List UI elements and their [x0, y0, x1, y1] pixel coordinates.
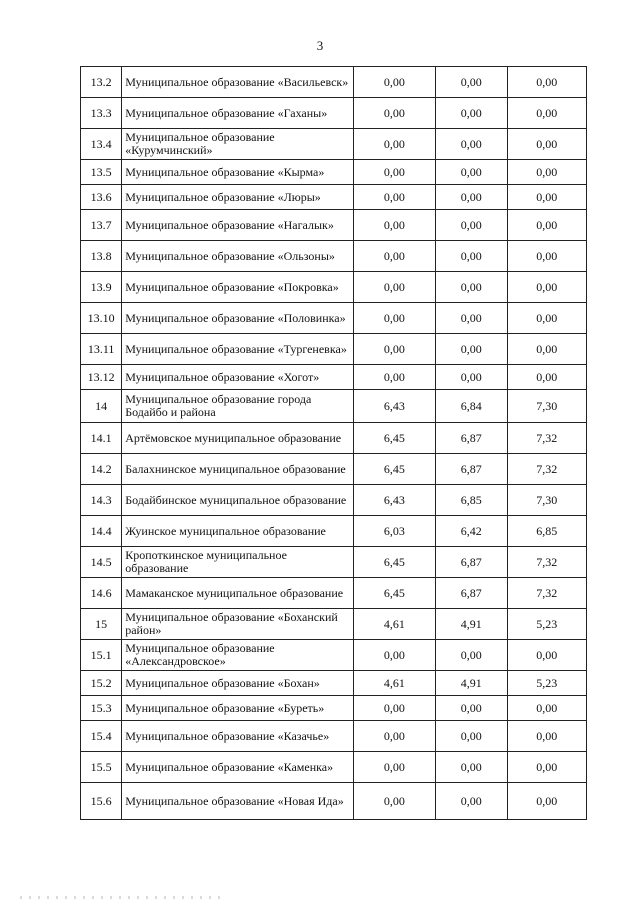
- value-cell-1: 0,00: [353, 783, 435, 820]
- value-cell-2: 0,00: [436, 303, 507, 334]
- municipality-name-cell: Муниципальное образование «Бохан»: [122, 671, 353, 696]
- municipality-name-cell: Муниципальное образование «Покровка»: [122, 272, 353, 303]
- row-number-cell: 15.3: [81, 696, 122, 721]
- value-cell-2: 6,85: [436, 485, 507, 516]
- table-row: [81, 609, 587, 640]
- value-cell-1: 6,45: [353, 454, 435, 485]
- value-cell-3: 0,00: [507, 721, 587, 752]
- value-cell-3: 6,85: [507, 516, 587, 547]
- value-cell-3: 0,00: [507, 210, 587, 241]
- municipality-name-cell: Муниципальное образование «Кырма»: [122, 160, 353, 185]
- value-cell-1: 0,00: [353, 721, 435, 752]
- municipality-name-cell: Муниципальное образование «Курумчинский»: [122, 129, 353, 160]
- row-number-cell: 13.7: [81, 210, 122, 241]
- table-row: [81, 129, 587, 160]
- row-number-cell: 13.6: [81, 185, 122, 210]
- row-number-cell: 15.2: [81, 671, 122, 696]
- table-row: [81, 578, 587, 609]
- table-row: [81, 721, 587, 752]
- value-cell-2: 0,00: [436, 272, 507, 303]
- value-cell-2: 6,87: [436, 454, 507, 485]
- row-number-cell: 15: [81, 609, 122, 640]
- tariff-table: [80, 66, 587, 820]
- row-number-cell: 13.5: [81, 160, 122, 185]
- value-cell-1: 0,00: [353, 696, 435, 721]
- value-cell-1: 6,03: [353, 516, 435, 547]
- value-cell-1: 0,00: [353, 185, 435, 210]
- value-cell-1: 0,00: [353, 160, 435, 185]
- municipality-name-cell: Муниципальное образование «Васильевск»: [122, 67, 353, 98]
- row-number-cell: 13.8: [81, 241, 122, 272]
- value-cell-2: 0,00: [436, 185, 507, 210]
- value-cell-3: 0,00: [507, 160, 587, 185]
- value-cell-3: 0,00: [507, 640, 587, 671]
- table-row: [81, 752, 587, 783]
- row-number-cell: 14.1: [81, 423, 122, 454]
- table-row: [81, 334, 587, 365]
- value-cell-3: 0,00: [507, 129, 587, 160]
- value-cell-3: 0,00: [507, 783, 587, 820]
- value-cell-1: 0,00: [353, 98, 435, 129]
- municipality-name-cell: Муниципальное образование «Люры»: [122, 185, 353, 210]
- value-cell-2: 0,00: [436, 696, 507, 721]
- municipality-name-cell: Муниципальное образование «Хогот»: [122, 365, 353, 390]
- table-row: [81, 210, 587, 241]
- value-cell-1: 0,00: [353, 303, 435, 334]
- value-cell-3: 0,00: [507, 67, 587, 98]
- table-row: [81, 160, 587, 185]
- row-number-cell: 15.4: [81, 721, 122, 752]
- row-number-cell: 13.4: [81, 129, 122, 160]
- value-cell-1: 0,00: [353, 752, 435, 783]
- municipality-name-cell: Муниципальное образование «Боханский район»: [122, 609, 353, 640]
- value-cell-3: 0,00: [507, 365, 587, 390]
- row-number-cell: 13.2: [81, 67, 122, 98]
- municipality-name-cell: Бодайбинское муниципальное образование: [122, 485, 353, 516]
- value-cell-3: 7,32: [507, 454, 587, 485]
- row-number-cell: 15.6: [81, 783, 122, 820]
- municipality-name-cell: Кропоткинское муниципальное образование: [122, 547, 353, 578]
- value-cell-2: 0,00: [436, 752, 507, 783]
- row-number-cell: 14: [81, 390, 122, 423]
- value-cell-2: 0,00: [436, 129, 507, 160]
- value-cell-3: 0,00: [507, 185, 587, 210]
- value-cell-2: 6,87: [436, 578, 507, 609]
- table-row: [81, 516, 587, 547]
- value-cell-2: 0,00: [436, 241, 507, 272]
- table-row: [81, 241, 587, 272]
- municipality-name-cell: Муниципальное образование города Бодайбо и района: [122, 390, 353, 423]
- value-cell-2: 4,91: [436, 609, 507, 640]
- value-cell-3: 5,23: [507, 671, 587, 696]
- value-cell-3: 0,00: [507, 98, 587, 129]
- row-number-cell: 14.4: [81, 516, 122, 547]
- municipality-name-cell: Муниципальное образование «Александровское»: [122, 640, 353, 671]
- value-cell-2: 0,00: [436, 67, 507, 98]
- table-row: [81, 640, 587, 671]
- table-row: [81, 423, 587, 454]
- value-cell-1: 0,00: [353, 210, 435, 241]
- value-cell-3: 0,00: [507, 272, 587, 303]
- value-cell-1: 0,00: [353, 365, 435, 390]
- table-row: [81, 67, 587, 98]
- value-cell-3: 0,00: [507, 241, 587, 272]
- table-row: [81, 454, 587, 485]
- value-cell-1: 6,45: [353, 547, 435, 578]
- row-number-cell: 13.10: [81, 303, 122, 334]
- value-cell-2: 6,87: [436, 547, 507, 578]
- row-number-cell: 13.9: [81, 272, 122, 303]
- municipality-name-cell: Мамаканское муниципальное образование: [122, 578, 353, 609]
- value-cell-1: 4,61: [353, 671, 435, 696]
- value-cell-2: 0,00: [436, 160, 507, 185]
- value-cell-3: 0,00: [507, 303, 587, 334]
- value-cell-3: 0,00: [507, 752, 587, 783]
- row-number-cell: 15.1: [81, 640, 122, 671]
- value-cell-2: 6,87: [436, 423, 507, 454]
- municipality-name-cell: Артёмовское муниципальное образование: [122, 423, 353, 454]
- value-cell-2: 4,91: [436, 671, 507, 696]
- value-cell-2: 0,00: [436, 98, 507, 129]
- value-cell-3: 0,00: [507, 696, 587, 721]
- value-cell-2: 0,00: [436, 365, 507, 390]
- value-cell-1: 6,43: [353, 485, 435, 516]
- value-cell-1: 0,00: [353, 640, 435, 671]
- row-number-cell: 14.3: [81, 485, 122, 516]
- table-row: [81, 547, 587, 578]
- table-row: [81, 390, 587, 423]
- value-cell-2: 0,00: [436, 210, 507, 241]
- value-cell-2: 0,00: [436, 721, 507, 752]
- value-cell-3: 7,32: [507, 423, 587, 454]
- value-cell-1: 0,00: [353, 67, 435, 98]
- row-number-cell: 13.12: [81, 365, 122, 390]
- value-cell-3: 7,30: [507, 390, 587, 423]
- table-body: [81, 67, 587, 820]
- value-cell-1: 0,00: [353, 241, 435, 272]
- value-cell-1: 0,00: [353, 334, 435, 365]
- table-row: [81, 671, 587, 696]
- municipality-name-cell: Муниципальное образование «Каменка»: [122, 752, 353, 783]
- row-number-cell: 14.2: [81, 454, 122, 485]
- municipality-name-cell: Муниципальное образование «Тургеневка»: [122, 334, 353, 365]
- value-cell-1: 6,43: [353, 390, 435, 423]
- row-number-cell: 13.11: [81, 334, 122, 365]
- municipality-name-cell: Муниципальное образование «Казачье»: [122, 721, 353, 752]
- table-row: [81, 485, 587, 516]
- table-row: [81, 365, 587, 390]
- value-cell-3: 7,30: [507, 485, 587, 516]
- value-cell-1: 6,45: [353, 578, 435, 609]
- value-cell-2: 6,42: [436, 516, 507, 547]
- municipality-name-cell: Жуинское муниципальное образование: [122, 516, 353, 547]
- value-cell-1: 4,61: [353, 609, 435, 640]
- table-row: [81, 185, 587, 210]
- municipality-name-cell: Муниципальное образование «Новая Ида»: [122, 783, 353, 820]
- value-cell-2: 0,00: [436, 783, 507, 820]
- municipality-name-cell: Муниципальное образование «Гаханы»: [122, 98, 353, 129]
- page-number: 3: [316, 38, 324, 53]
- municipality-name-cell: Балахнинское муниципальное образование: [122, 454, 353, 485]
- value-cell-1: 0,00: [353, 129, 435, 160]
- municipality-name-cell: Муниципальное образование «Ользоны»: [122, 241, 353, 272]
- value-cell-3: 0,00: [507, 334, 587, 365]
- municipality-name-cell: Муниципальное образование «Половинка»: [122, 303, 353, 334]
- value-cell-3: 7,32: [507, 578, 587, 609]
- table-row: [81, 272, 587, 303]
- row-number-cell: 13.3: [81, 98, 122, 129]
- table-row: [81, 696, 587, 721]
- scan-artifact: [20, 896, 220, 899]
- value-cell-1: 6,45: [353, 423, 435, 454]
- value-cell-3: 7,32: [507, 547, 587, 578]
- value-cell-3: 5,23: [507, 609, 587, 640]
- row-number-cell: 14.6: [81, 578, 122, 609]
- table-row: [81, 303, 587, 334]
- value-cell-2: 0,00: [436, 334, 507, 365]
- table-row: [81, 98, 587, 129]
- row-number-cell: 15.5: [81, 752, 122, 783]
- value-cell-2: 6,84: [436, 390, 507, 423]
- municipality-name-cell: Муниципальное образование «Нагалык»: [122, 210, 353, 241]
- row-number-cell: 14.5: [81, 547, 122, 578]
- table-row: [81, 783, 587, 820]
- municipality-name-cell: Муниципальное образование «Буреть»: [122, 696, 353, 721]
- value-cell-1: 0,00: [353, 272, 435, 303]
- value-cell-2: 0,00: [436, 640, 507, 671]
